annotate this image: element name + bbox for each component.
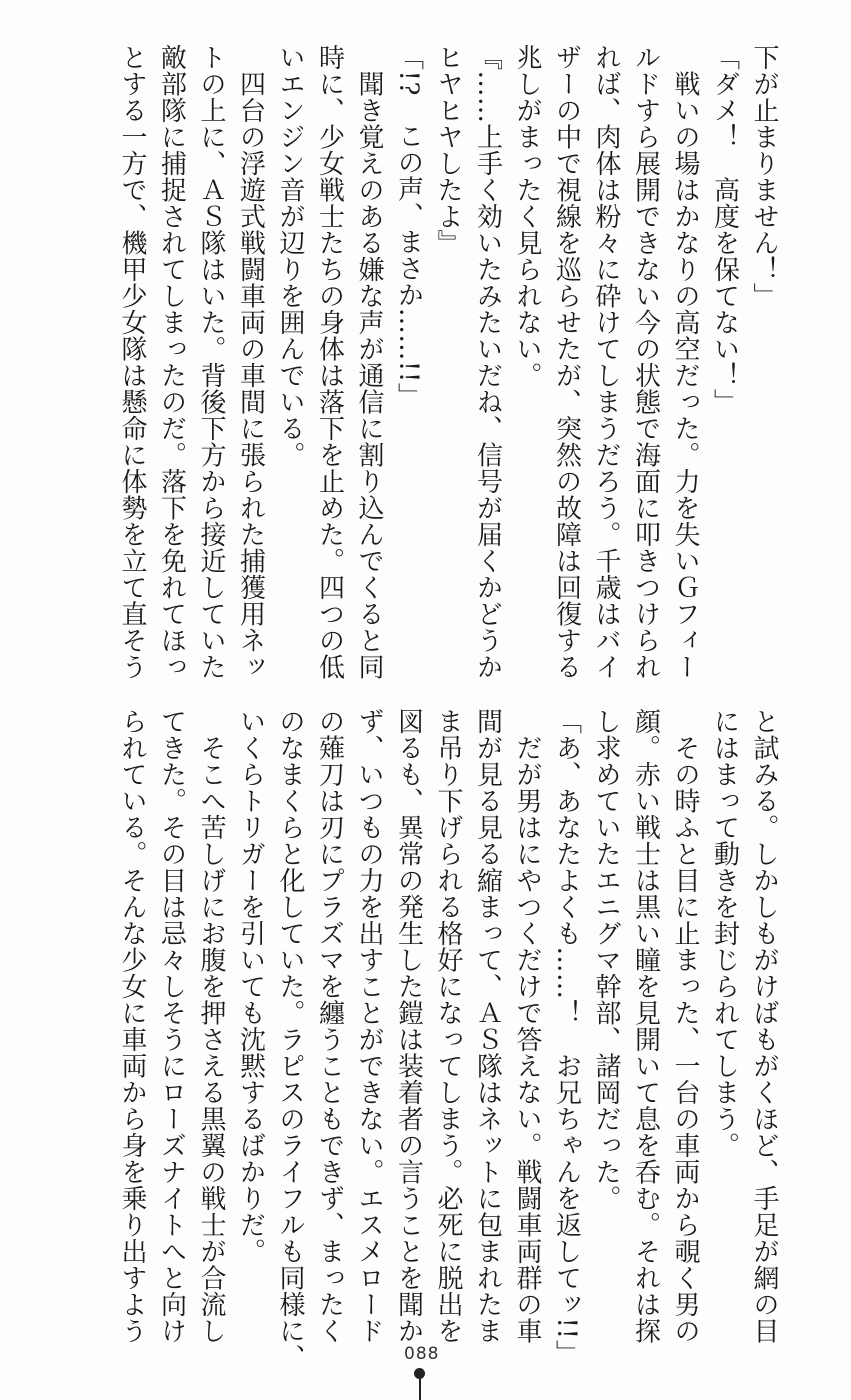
text-column: ず、いつもの力を出すことができない。エスメロード (354, 708, 384, 1344)
text-column: 顔。赤い戦士は黒い瞳を見開いて息を呑む。それは探 (630, 708, 661, 1344)
text-column: 図るも、異常の発生した鎧は装着者の言うことを聞か (393, 708, 424, 1344)
text-column: 『……上手く効いたみたいだね、信号が届くかどうか (472, 44, 503, 680)
text-column: れば、肉体は粉々に砕けてしまうだろう。千歳はバイ (591, 44, 621, 680)
text-column: 「ダメ！ 高度を保てない！」 (709, 44, 740, 415)
text-column: いくらトリガーを引いても沈黙するばかりだ。 (235, 708, 266, 1265)
text-column: とする一方で、機甲少女隊は懸命に体勢を立て直そう (117, 44, 147, 680)
text-column: 敵部隊に捕捉されてしまったのだ。落下を免れてほっ (156, 44, 187, 680)
text-column: 時に、少女戦士たちの身体は落下を止めた。四つの低 (314, 44, 345, 680)
text-column: 戦いの場はかなりの高空だった。力を失いＧフィー (670, 44, 700, 680)
text-column: その時ふと目に止まった、一台の車両から覗く男の (670, 708, 700, 1344)
text-column: 下が止まりません！」 (749, 44, 779, 309)
text-column: いエンジン音が辺りを囲んでいる。 (275, 44, 305, 468)
text-column: ま吊り下げられる格好になってしまう。必死に脱出を (433, 708, 463, 1344)
text-column: そこへ苦しげにお腹を押さえる黒翼の戦士が合流し (196, 708, 226, 1344)
text-column: 兆しがまったく見られない。 (512, 44, 542, 389)
text-column: にはまって動きを封じられてしまう。 (709, 708, 740, 1159)
text-column: られている。そんな少女に車両から身を乗り出すよう (117, 708, 147, 1344)
page-number: 088 (404, 1344, 440, 1364)
text-column: ヒヤヒヤしたよ』 (433, 44, 463, 256)
text-column: ルドすら展開できない今の状態で海面に叩きつけられ (630, 44, 661, 680)
text-column: の薙刀は刃にプラズマを纏うこともできず、まったく (314, 708, 345, 1344)
text-column: 「!? この声、まさか……!!」 (393, 44, 424, 410)
page-mark-line (419, 1376, 421, 1400)
text-column: と試みる。しかしもがけばもがくほど、手足が網の目 (749, 708, 779, 1344)
text-column: 聞き覚えのある嫌な声が通信に割り込んでくると同 (354, 44, 384, 680)
text-column: 「あ、あなたよくも……！ お兄ちゃんを返してッ!!」 (551, 708, 582, 1366)
text-column: 間が見る見る縮まって、ＡＳ隊はネットに包まれたま (472, 708, 503, 1344)
text-column: だが男はにやつくだけで答えない。戦闘車両群の車 (512, 708, 542, 1344)
text-column: 四台の浮遊式戦闘車両の車間に張られた捕獲用ネッ (235, 44, 266, 680)
text-column: し求めていたエニグマ幹部、諸岡だった。 (591, 708, 621, 1212)
text-column: ザーの中で視線を巡らせたが、突然の故障は回復する (551, 44, 582, 680)
text-column: てきた。その目は忌々しそうにローズナイトへと向け (156, 708, 187, 1344)
text-column: のなまくらと化していた。ラピスのライフルも同様に、 (275, 708, 305, 1371)
top-text-block (112, 44, 784, 684)
text-column: トの上に、ＡＳ隊はいた。背後下方から接近していた (196, 44, 226, 680)
